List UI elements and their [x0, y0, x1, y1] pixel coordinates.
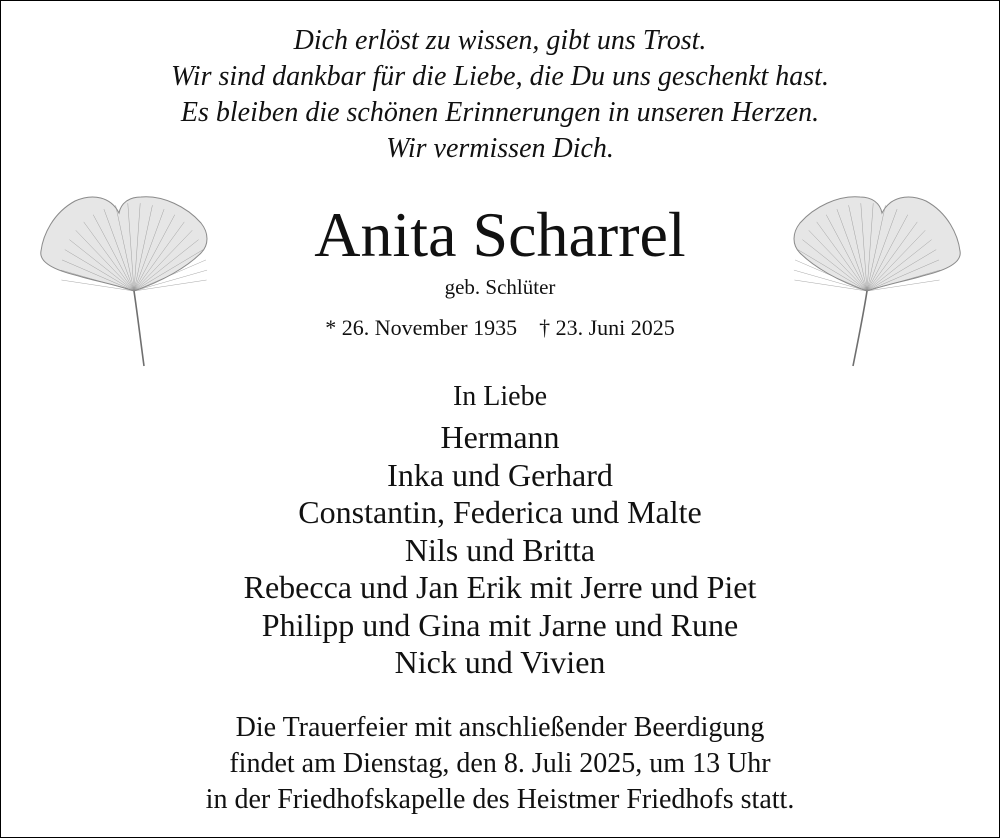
- birth-date: * 26. November 1935: [325, 315, 518, 340]
- mourner-line: Philipp und Gina mit Jarne und Rune: [261, 606, 739, 643]
- funeral-service-info: [1, 710, 999, 818]
- mourner-line: Nils und Britta: [404, 531, 596, 568]
- mourner-line: Constantin, Federica und Malte: [298, 494, 702, 530]
- mourner-line: Hermann: [440, 419, 560, 455]
- life-dates: [1, 313, 999, 343]
- poem-line: Dich erlöst zu wissen, gibt uns Trost.: [293, 25, 707, 56]
- service-line: Die Trauerfeier mit anschließender Beerdigung: [235, 712, 765, 743]
- mourner-line: Nick und Vivien: [394, 644, 606, 680]
- mourners-intro: In Liebe: [452, 381, 548, 412]
- mourner-line: Inka und Gerhard: [387, 456, 613, 493]
- poem-line: Wir sind dankbar für die Liebe, die Du uns geschenkt hast.: [171, 61, 829, 92]
- poem-line: Wir vermissen Dich.: [386, 133, 614, 164]
- poem-line: Es bleiben die schönen Erinnerungen in unseren Herzen.: [180, 97, 820, 128]
- mourners-list: [1, 419, 999, 682]
- deceased-name: Anita Scharrel: [314, 199, 686, 270]
- memorial-poem: [1, 23, 999, 167]
- service-line: in der Friedhofskapelle des Heistmer Friedhofs statt.: [205, 784, 795, 815]
- death-date: † 23. Juni 2025: [539, 315, 675, 340]
- birth-name: geb. Schlüter: [444, 275, 556, 299]
- service-line: findet am Dienstag, den 8. Juli 2025, um 13 Uhr: [229, 748, 771, 779]
- mourner-line: Rebecca und Jan Erik mit Jerre und Piet: [243, 569, 757, 605]
